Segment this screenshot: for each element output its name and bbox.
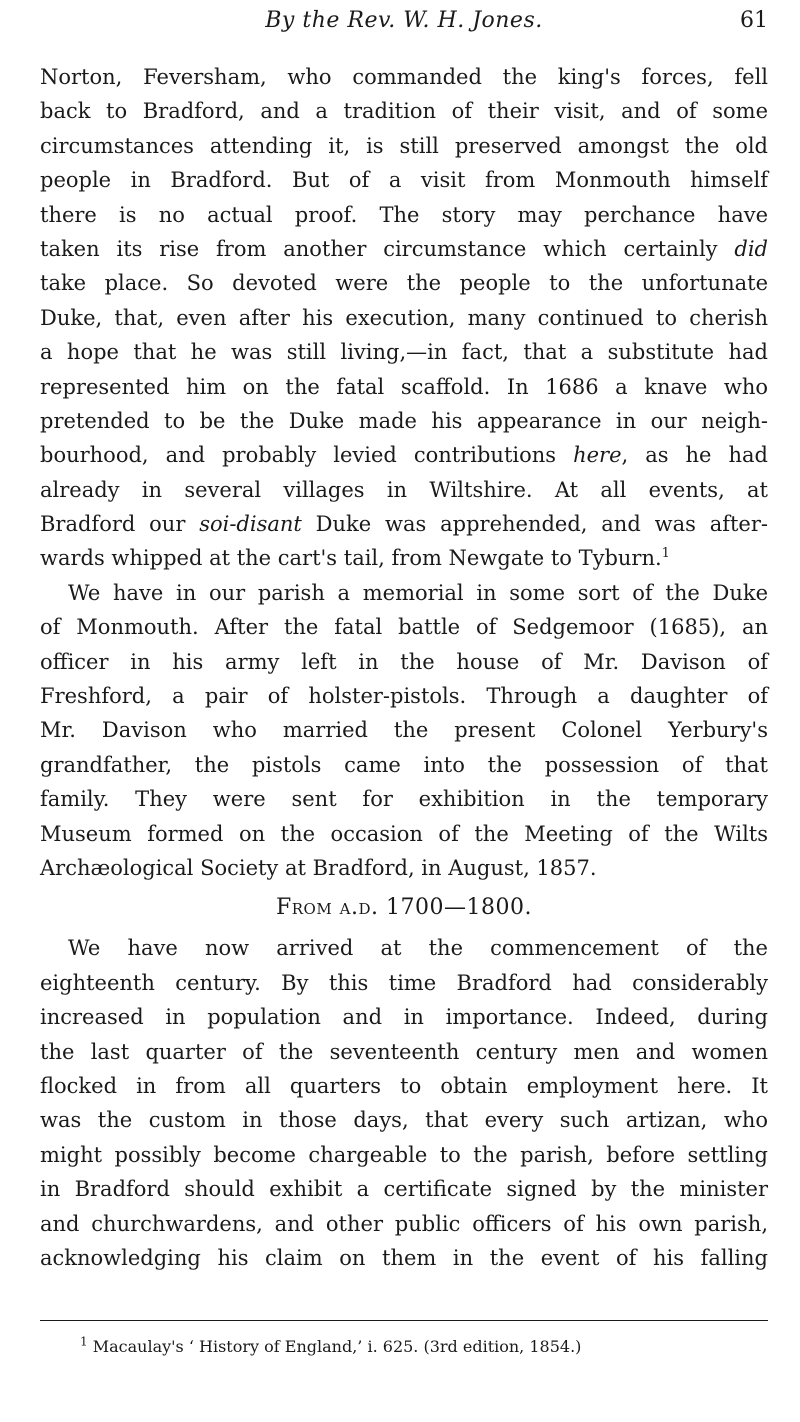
text-line: people in Bradford. But of a visit from Monmouth himself <box>40 168 768 193</box>
running-title: By the Rev. W. H. Jones. <box>265 8 543 33</box>
text-line: pretended to be the Duke made his appearance in our neigh- <box>40 408 768 433</box>
text-line: the last quarter of the seventeenth century men and women <box>40 1039 768 1064</box>
text-line <box>40 438 768 472</box>
text-line: in Bradford should exhibit a certificate signed by the minister <box>40 1177 768 1202</box>
text-line: Norton, Feversham, who commanded the king's forces, fell <box>40 65 768 89</box>
book-page <box>40 0 768 1422</box>
text-line: flocked in from all quarters to obtain employment here. It <box>40 1073 768 1098</box>
text-line: and churchwardens, and other public officers of his own parish, <box>40 1211 768 1236</box>
text-line: eighteenth century. By this time Bradford had considerably <box>40 970 768 995</box>
body-text <box>40 60 768 1275</box>
text-line: increased in population and in importance. Indeed, during <box>40 1005 768 1030</box>
paragraph <box>40 60 768 576</box>
paragraph <box>40 931 768 1275</box>
text-segment: Duke was apprehended, and was after- <box>301 512 768 537</box>
page-number: 61 <box>740 8 768 33</box>
paragraph <box>40 576 768 886</box>
footnote-text: Macaulay's ‘ History of England,’ i. 625. (3rd edition, 1854.) <box>92 1337 582 1356</box>
section-heading <box>40 885 768 931</box>
text-line: officer in his army left in the house of Mr. Davison of <box>40 649 768 674</box>
text-segment: Bradford our <box>40 512 186 537</box>
text-line: acknowledging his claim on them in the event of his falling <box>40 1245 768 1270</box>
section-heading-prefix: From a.d. <box>275 895 379 921</box>
text-segment: wards whipped at the cart's tail, from Newgate to Tyburn. <box>40 546 662 571</box>
text-line: take place. So devoted were the people to the unfortunate <box>40 271 768 296</box>
footnote-mark: 1 <box>80 1334 88 1349</box>
text-line <box>40 232 768 266</box>
italic-word: here <box>573 443 622 468</box>
text-segment: taken its rise from another circumstance which certainly <box>40 236 718 261</box>
text-line: circumstances attending it, is still preserved amongst the old <box>40 133 768 158</box>
footnote-reference: 1 <box>661 546 670 562</box>
italic-word: did <box>734 236 768 261</box>
text-line: We have in our parish a memorial in some sort of the Duke <box>68 580 768 605</box>
text-line: grandfather, the pistols came into the possession of that <box>40 752 768 777</box>
footnote <box>80 1336 768 1358</box>
text-line: Archæological Society at Bradford, in August, 1857. <box>40 855 597 880</box>
footnote-rule <box>40 1320 768 1321</box>
text-line: Mr. Davison who married the present Colonel Yerbury's <box>40 718 768 743</box>
text-segment: , as he had <box>621 443 768 468</box>
running-head <box>40 8 768 40</box>
text-line: family. They were sent for exhibition in the temporary <box>40 787 768 812</box>
text-line <box>40 507 768 541</box>
text-line: might possibly become chargeable to the parish, before settling <box>40 1142 768 1167</box>
text-line: We have now arrived at the commencement of the <box>68 936 768 961</box>
text-line: Duke, that, even after his execution, many continued to cherish <box>40 305 768 330</box>
text-line: Museum formed on the occasion of the Meeting of the Wilts <box>40 821 768 846</box>
text-line: Freshford, a pair of holster-pistols. Through a daughter of <box>40 684 768 709</box>
text-line: back to Bradford, and a tradition of their visit, and of some <box>40 99 768 124</box>
text-line: already in several villages in Wiltshire. At all events, at <box>40 477 768 502</box>
section-heading-years: 1700—1800. <box>386 895 533 921</box>
text-segment: bourhood, and probably levied contributions <box>40 443 557 468</box>
text-line: a hope that he was still living,—in fact, that a substitute had <box>40 340 768 365</box>
text-line: was the custom in those days, that every such artizan, who <box>40 1108 768 1133</box>
text-line: of Monmouth. After the fatal battle of Sedgemoor (1685), an <box>40 615 768 640</box>
text-line <box>40 541 768 575</box>
text-line: there is no actual proof. The story may perchance have <box>40 202 768 227</box>
text-line: represented him on the fatal scaffold. In 1686 a knave who <box>40 374 768 399</box>
italic-word: soi-disant <box>199 512 302 537</box>
